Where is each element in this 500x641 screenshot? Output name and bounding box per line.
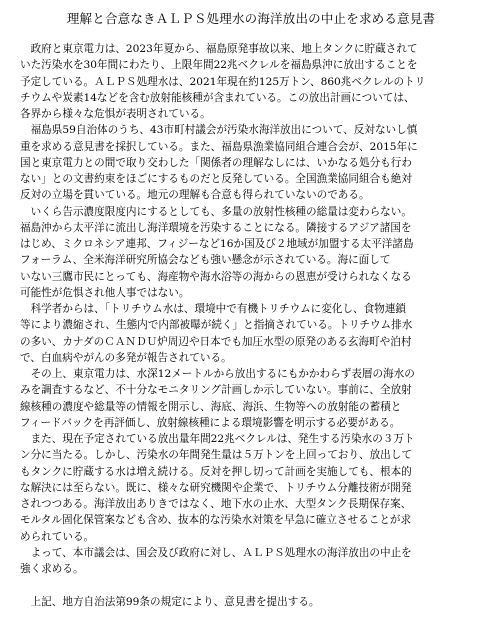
closing-line: 上記、地方自治法第99条の規定により、意見書を提出する。 xyxy=(20,595,320,608)
body-line: 反対の立場を貫いている。地元の理解も合意も得られていないのである。 xyxy=(20,189,370,202)
body-line: ない」との文書約束をほごにするものだと反発している。全国漁業協同組合も絶対 xyxy=(20,173,412,185)
body-line: の多い、カナダのＣＡＮＤＵ炉周辺や日本でも加圧水型の原発のある玄海町や泊村 xyxy=(20,335,412,348)
body-line: 等により濃縮され、生態内で内部被曝が続く」と指摘されている。トリチウム排水 xyxy=(20,319,413,332)
body-line: ン分に当たる。しかし、汚染水の年間発生量は５万トンを上回っており、放出して xyxy=(20,449,412,462)
body-line: はじめ、ミクロネシア連邦、フィジーなど16か国及び２地域が加盟する太平洋諸島 xyxy=(20,238,414,250)
body-line: みを調査するなど、不十分なモニタリング計画しか示していない。事前に、全放射 xyxy=(20,384,412,397)
body-line: 国と東京電力との間で取り交わした「関係者の理解なしには、いかなる処分も行わ xyxy=(20,156,412,169)
body-line: 可能性が危惧され他人事ではない。 xyxy=(20,286,190,299)
body-line: されつつある。海洋放出ありきではなく、地下水の止水、大型タンク長期保存案、 xyxy=(20,498,412,510)
body-line: 科学者からは、「トリチウム水は、環境中で有機トリチウムに変化し、食物連鎖 xyxy=(20,303,407,315)
body-line: 各界から様々な危惧が表明されている。 xyxy=(20,108,211,120)
body-line: また、現在予定されている放出量年間22兆ベクレルは、発生する汚染水の３万ト xyxy=(20,433,415,445)
body-line: 政府と東京電力は、2023年夏から、福島原発事故以来、地上タンクに貯蔵されて xyxy=(20,43,418,55)
body-line: いくら告示濃度限度内にするとしても、多量の放射性核種の総量は変わらない。 xyxy=(20,205,412,218)
document-body xyxy=(20,41,482,577)
body-line: 線核種の濃度や総量等の情報を開示し、海底、海浜、生物等への放射能の蓄積と xyxy=(20,400,402,413)
body-line: フォーラム、全米海洋研究所協会なども強い懸念が示されている。海に面して xyxy=(20,254,391,267)
body-line: よって、本市議会は、国会及び政府に対し、ＡＬＰＳ処理水の海洋放出の中止を xyxy=(20,546,412,559)
body-line: もタンクに貯蔵する水は増え続ける。反対を押し切って計画を実施しても、根本的 xyxy=(20,465,412,478)
body-line: 福島沖から太平洋に流出し海洋環境を汚染することになる。隣接するアジア諸国を xyxy=(20,221,412,234)
body-line: チウムや炭素14などを含む放射能核種が含まれている。この放出計画については、 xyxy=(20,91,415,104)
body-line: 重を求める意見書を採択している。また、福島県漁業協同組合連合会が、2015年に xyxy=(20,140,418,153)
body-line: モルタル固化保管案なども含め、抜本的な汚染水対策を早急に確立させることが求 xyxy=(20,514,412,527)
body-line: いた汚染水を30年間にわたり、上限年間22兆ベクレルを福島県沖に放出することを xyxy=(20,59,418,72)
body-line: められている。 xyxy=(20,530,95,543)
body-line: で、白血病やがんの多発が報告されている。 xyxy=(20,351,232,364)
body-line: な解決には至らない。既に、様々な研究機関や企業で、トリチウム分離技術が開発 xyxy=(20,481,412,494)
body-line: 強く求める。 xyxy=(20,563,84,575)
body-line: 福島県59自治体のうち、43市町村議会が汚染水海洋放出について、反対ないし慎 xyxy=(20,124,418,137)
body-line: その上、東京電力は、水深12メートルから放出するにもかかわらず表層の海水の xyxy=(20,368,415,380)
closing-statement xyxy=(20,594,482,610)
body-line: フィードバックを再評価し、放射線核種による環境影響を明示する必要がある。 xyxy=(20,416,401,429)
paragraph-spacer xyxy=(20,577,482,593)
document-title: 理解と合意なきＡＬＰＳ処理水の海洋放出の中止を求める意見書 xyxy=(66,11,436,26)
body-line: 予定している。ＡＬＰＳ処理水は、2021年現在約125万トン、860兆ベクレルのトリ xyxy=(20,75,426,88)
body-line: いない三鷹市民にとっても、海産物や海水浴等の海からの恩恵が受けられなくなる xyxy=(20,270,412,283)
